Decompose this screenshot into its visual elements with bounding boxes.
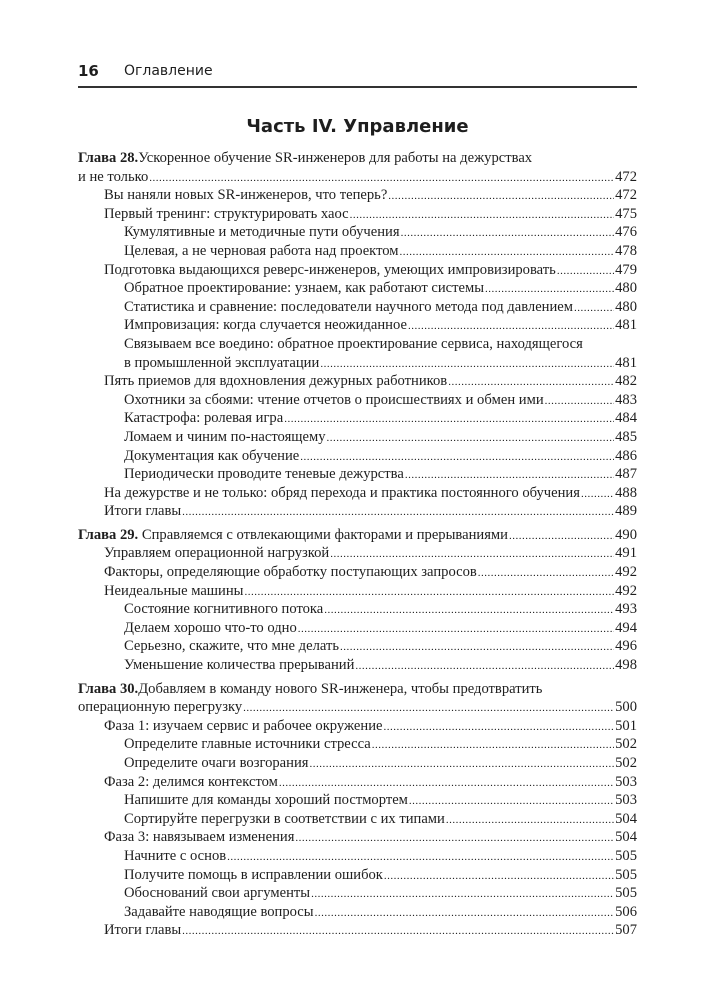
chapter-heading (78, 680, 637, 699)
page-ref: 501 (615, 717, 637, 734)
page-ref: 472 (615, 187, 637, 204)
entry-text: Получите помощь в исправлении ошибок (124, 866, 383, 883)
dot-leader (372, 735, 614, 754)
page-ref: 503 (615, 792, 637, 809)
entry-text: Ломаем и чиним по-настоящему (124, 428, 326, 445)
toc-entry (78, 316, 637, 335)
toc-entry (78, 544, 637, 563)
page-ref: 489 (615, 503, 637, 520)
dot-leader (409, 791, 614, 810)
page-ref: 507 (615, 922, 637, 939)
toc-entry (78, 903, 637, 922)
dot-leader (408, 316, 614, 335)
dot-leader (298, 619, 614, 638)
toc-entry (78, 223, 637, 242)
page-ref: 492 (615, 564, 637, 581)
toc-entry (78, 502, 637, 521)
page-ref: 502 (615, 755, 637, 771)
entry-text: Пять приемов для вдохновления дежурных работников (104, 373, 448, 390)
entry-text: Документация как обучение (124, 447, 300, 464)
toc-entry (78, 563, 637, 582)
toc-entry (78, 847, 637, 866)
entry-text: Фаза 3: навязываем изменения (104, 829, 295, 846)
page-ref: 503 (615, 773, 637, 790)
dot-leader (320, 354, 614, 373)
page-ref: 506 (615, 903, 637, 920)
dot-leader (509, 526, 614, 545)
page-ref: 472 (615, 168, 637, 185)
page-ref: 494 (615, 619, 637, 636)
entry-text: Неидеальные машины (104, 582, 244, 599)
page-ref: 490 (615, 526, 637, 543)
entry-text: Итоги главы (104, 503, 182, 520)
entry-text: Обоснований свои аргументы (124, 885, 311, 902)
chapter-label: Глава 30. (78, 680, 139, 697)
dot-leader (330, 544, 614, 563)
entry-text: Импровизация: когда случается неожиданное (124, 317, 407, 334)
toc-entry (78, 866, 637, 885)
toc-entry (78, 186, 637, 205)
entry-text: Вы наняли новых SR-инженеров, что теперь? (104, 187, 388, 204)
dot-leader (384, 866, 614, 885)
entry-text: Фаза 2: делимся контекстом (104, 773, 278, 790)
page-ref: 480 (615, 298, 637, 315)
entry-text: Начните с основ (124, 847, 227, 864)
toc-entry (78, 717, 637, 736)
dot-leader (182, 921, 614, 940)
toc-entry (78, 828, 637, 847)
dot-leader (383, 717, 614, 736)
page-ref: 484 (615, 410, 637, 427)
page-ref: 488 (615, 484, 637, 501)
entry-text: Подготовка выдающихся реверс-инженеров, умеющих импровизировать (104, 261, 556, 278)
toc-entry-cont (78, 354, 637, 373)
part-title: Часть IV. Управление (246, 116, 469, 137)
entry-text: Первый тренинг: структурировать хаос (104, 205, 349, 222)
dot-leader (574, 298, 614, 317)
page-ref: 505 (615, 847, 637, 864)
page-ref: 475 (615, 205, 637, 222)
entry-text: Катастрофа: ролевая игра (124, 410, 284, 427)
toc-entry (78, 637, 637, 656)
chapter-heading (78, 149, 637, 168)
entry-text: Кумулятивные и методичные пути обучения (124, 224, 400, 241)
dot-leader (327, 428, 615, 447)
page-ref: 500 (615, 699, 637, 716)
toc-entry (78, 409, 637, 428)
chapter-label: Глава 28. (78, 150, 139, 166)
entry-text: Состояние когнитивного потока (124, 601, 324, 618)
entry-text: Задавайте наводящие вопросы (124, 903, 314, 920)
chapter-heading-text (78, 526, 508, 545)
entry-text: Определите очаги возгорания (124, 755, 309, 771)
page-ref: 478 (615, 242, 637, 259)
dot-leader (545, 391, 614, 410)
dot-leader (279, 773, 614, 792)
page-number: 16 (78, 62, 99, 80)
dot-leader (227, 847, 614, 866)
dot-leader (311, 884, 614, 903)
page-ref: 486 (615, 447, 637, 464)
page-ref: 496 (615, 638, 637, 655)
entry-text: Охотники за сбоями: чтение отчетов о происшествиях и обмен ими (124, 391, 544, 408)
chapter-heading-cont (78, 168, 637, 187)
toc-entry (78, 465, 637, 484)
dot-leader (581, 484, 614, 503)
toc-entry (78, 335, 637, 354)
page-ref: 483 (615, 391, 637, 408)
page-ref: 487 (615, 466, 637, 483)
entry-text: Итоги главы (104, 922, 182, 939)
dot-leader (400, 242, 615, 261)
toc-entry (78, 279, 637, 298)
page-ref: 481 (615, 317, 637, 334)
page-ref: 493 (615, 601, 637, 618)
dot-leader (315, 903, 615, 922)
toc-entry (78, 656, 637, 675)
entry-text: Целевая, а не черновая работа над проектом (124, 242, 399, 259)
dot-leader (284, 409, 614, 428)
entry-text: Делаем хорошо что-то одно (124, 619, 297, 636)
entry-text: Периодически проводите теневые дежурства (124, 466, 404, 483)
dot-leader (388, 186, 614, 205)
chapter-title-cont: и не только (78, 168, 149, 185)
page-ref: 505 (615, 866, 637, 883)
table-of-contents (78, 149, 637, 940)
dot-leader (324, 600, 614, 619)
chapter-title: Ускоренное обучение SR-инженеров для работы на дежурствах (138, 150, 533, 166)
toc-entry (78, 391, 637, 410)
chapter-label: Глава 29. (78, 526, 139, 543)
dot-leader (295, 828, 614, 847)
page-ref: 504 (615, 829, 637, 846)
toc-entry (78, 773, 637, 792)
toc-entry (78, 810, 637, 829)
toc-entry (78, 447, 637, 466)
toc-entry (78, 921, 637, 940)
entry-text: Управляем операционной нагрузкой (104, 545, 330, 562)
page-ref: 498 (615, 657, 637, 674)
toc-entry (78, 205, 637, 224)
toc-entry (78, 791, 637, 810)
page-ref: 476 (615, 224, 637, 241)
entry-text: Определите главные источники стресса (124, 736, 371, 753)
dot-leader (405, 465, 614, 484)
page-ref: 502 (615, 736, 637, 753)
chapter-title: Справляемся с отвлекающими факторами и прерываниями (141, 526, 508, 543)
dot-leader (149, 168, 614, 187)
dot-leader (243, 698, 614, 717)
page-ref: 504 (615, 810, 637, 827)
toc-entry (78, 428, 637, 447)
page-ref: 491 (615, 545, 637, 562)
entry-text: Факторы, определяющие обработку поступающих запросов (104, 564, 477, 581)
entry-text: Уменьшение количества прерываний (124, 657, 355, 674)
toc-entry (78, 298, 637, 317)
dot-leader (182, 502, 614, 521)
dot-leader (355, 656, 614, 675)
entry-text: На дежурстве и не только: обряд перехода и практика постоянного обучения (104, 484, 580, 501)
toc-entry (78, 372, 637, 391)
page-ref: 482 (615, 373, 637, 390)
dot-leader (350, 205, 614, 224)
toc-entry (78, 754, 637, 773)
toc-entry (78, 619, 637, 638)
entry-text: Статистика и сравнение: последователи научного метода под давлением (124, 298, 573, 315)
entry-text: Серьезно, скажите, что мне делать (124, 638, 339, 655)
chapter-title-cont: операционную перегрузку (78, 699, 243, 716)
toc-entry (78, 735, 637, 754)
dot-leader (310, 754, 615, 773)
entry-text: Напишите для команды хороший постмортем (124, 792, 408, 809)
page-ref: 479 (615, 261, 637, 278)
page-ref: 485 (615, 428, 637, 445)
entry-text: Сортируйте перегрузки в соответствии с их типами (124, 810, 445, 827)
toc-entry (78, 884, 637, 903)
dot-leader (300, 447, 614, 466)
toc-entry (78, 600, 637, 619)
dot-leader (557, 261, 614, 280)
page-ref: 480 (615, 280, 637, 297)
toc-entry (78, 484, 637, 503)
dot-leader (478, 563, 614, 582)
dot-leader (401, 223, 615, 242)
page-ref: 505 (615, 885, 637, 902)
page-ref: 481 (615, 354, 637, 371)
dot-leader (485, 279, 614, 298)
section-title: Оглавление (124, 63, 213, 79)
toc-entry (78, 242, 637, 261)
entry-text: Связываем все воедино: обратное проектирование сервиса, находящегося (124, 335, 583, 352)
chapter-heading (78, 526, 637, 545)
dot-leader (340, 637, 614, 656)
chapter-title: Добавляем в команду нового SR-инженера, чтобы предотвратить (138, 680, 543, 697)
dot-leader (244, 582, 614, 601)
running-header (78, 60, 637, 88)
entry-text: Фаза 1: изучаем сервис и рабочее окружение (104, 717, 383, 734)
toc-entry (78, 261, 637, 280)
page-ref: 492 (615, 582, 637, 599)
chapter-heading-cont (78, 698, 637, 717)
toc-entry (78, 582, 637, 601)
entry-text-cont: в промышленной эксплуатации (124, 354, 320, 371)
entry-text: Обратное проектирование: узнаем, как работают системы (124, 280, 485, 297)
dot-leader (446, 810, 614, 829)
dot-leader (448, 372, 614, 391)
